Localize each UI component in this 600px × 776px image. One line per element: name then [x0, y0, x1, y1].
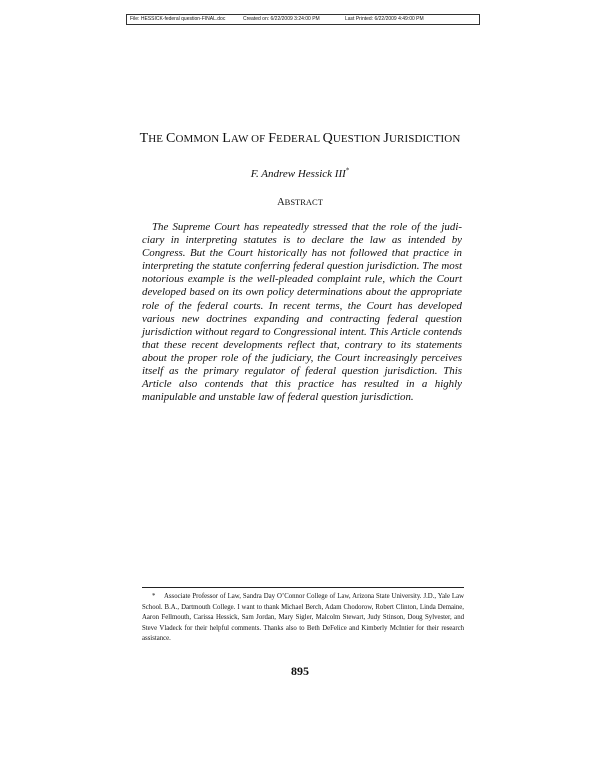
- author-line: [0, 168, 600, 180]
- title-cap: J: [383, 131, 389, 146]
- header-file-name: File: HESSICK-federal question-FINAL.doc: [130, 16, 226, 22]
- footnote: [142, 592, 464, 645]
- title-smallcaps: HE: [148, 133, 166, 145]
- header-created-date: Created on: 6/22/2009 3:24:00 PM: [243, 16, 320, 22]
- footnote-mark: *: [152, 593, 156, 600]
- title-cap: F: [268, 131, 277, 146]
- author-name: F. Andrew Hessick III: [250, 168, 346, 180]
- title-smallcaps: OMMON: [175, 133, 223, 145]
- title-cap: L: [222, 131, 231, 146]
- page-number: 895: [291, 664, 309, 678]
- abstract-body: The Supreme Court has repeatedly stressed that the role of the judiciary in interpreting statutes is to declare the law as intended by Congress. But the Court historically has not followed that practice in interpreting the statute conferring federal question jurisdiction. The most notorious example is the well-pleaded complaint rule, which the Court developed based on its own policy determinations about the appropriate role of the federal courts. In recent terms, the Court has developed various new doctrines expanding and contracting federal question jurisdiction without regard to Congressional intent. This Article contends that these recent developments reflect that, contrary to its statements about the proper role of the judiciary, the Court increasingly perceives itself as the primary regulator of federal question jurisdiction. This Article also contends that this practice has resulted in a highly manipulable and unstable law of federal question jurisdiction.: [142, 221, 462, 404]
- title-cap: T: [139, 131, 149, 146]
- author-footnote-mark[interactable]: *: [345, 166, 350, 175]
- abstract-heading-cap: A: [277, 197, 285, 208]
- title-smallcaps: UESTION: [332, 133, 384, 145]
- article-title: [0, 131, 600, 147]
- title-smallcaps: AW OF: [230, 133, 269, 145]
- title-cap: Q: [322, 131, 333, 146]
- title-smallcaps: EDERAL: [276, 133, 323, 145]
- abstract-heading: [0, 197, 600, 208]
- document-header-bar: [126, 14, 480, 25]
- abstract-heading-smallcaps: BSTRACT: [284, 197, 323, 207]
- title-cap: C: [165, 131, 176, 146]
- header-printed-date: Last Printed: 6/22/2009 4:49:00 PM: [345, 16, 424, 22]
- title-smallcaps: URISDICTION: [388, 133, 461, 145]
- footnote-divider: [142, 587, 464, 588]
- footnote-text: Associate Professor of Law, Sandra Day O’Connor College of Law, Arizona State University. J.D., Yale Law School. B.A., Dartmouth College. I want to thank Michael Berch, Adam Chodorow, Robert Clinton, Linda Demaine, Aaron Fellmouth, Carissa Hessick, Sam Jordan, Mary Sigler, Malcolm Stewart, Judy Stinson, Doug Sylvester, and Steve Vladeck for their helpful comments. Thanks also to Beth DeFelice and Kimberly McIntier for their research assistance.: [142, 593, 464, 643]
